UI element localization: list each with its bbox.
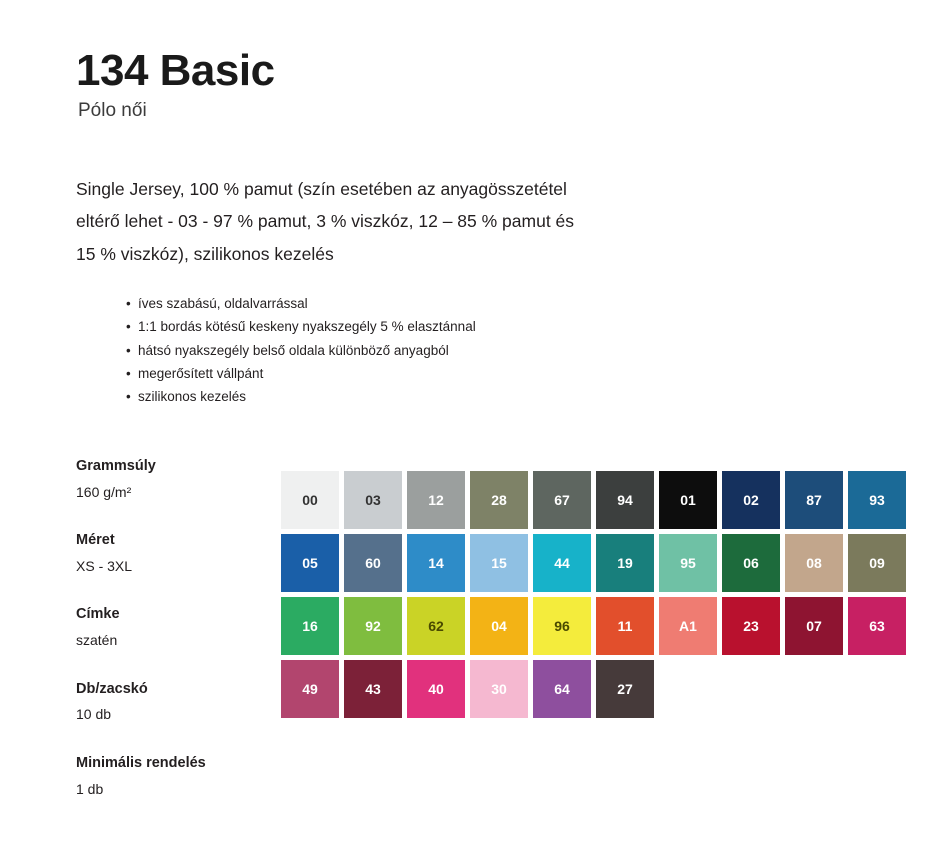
description-line-3: 15 % viszkóz), szilikonos kezelés	[76, 243, 334, 264]
color-swatch-60[interactable]: 60	[344, 534, 402, 592]
spec-label: Méret	[76, 532, 115, 549]
color-swatch-92[interactable]: 92	[344, 597, 402, 655]
list-item: • megerősített vállpánt	[126, 362, 905, 385]
color-swatch-28[interactable]: 28	[470, 471, 528, 529]
product-description	[76, 173, 656, 270]
color-swatch-09[interactable]: 09	[848, 534, 906, 592]
color-swatch-19[interactable]: 19	[596, 534, 654, 592]
list-item: • 1:1 bordás kötésű keskeny nyakszegély 5 % elasztánnal	[126, 315, 905, 338]
description-line-1: Single Jersey, 100 % pamut (szín esetében az anyagösszetétel	[76, 178, 567, 199]
color-swatch-00[interactable]: 00	[281, 471, 339, 529]
specs-and-colors	[76, 456, 905, 816]
color-swatch-08[interactable]: 08	[785, 534, 843, 592]
color-swatch-23[interactable]: 23	[722, 597, 780, 655]
color-swatch-15[interactable]: 15	[470, 534, 528, 592]
spec-value: 160 g/m²	[76, 483, 132, 500]
spec-min-order	[76, 753, 276, 800]
color-swatch-64[interactable]: 64	[533, 660, 591, 718]
color-swatch-11[interactable]: 11	[596, 597, 654, 655]
spec-pack	[76, 679, 276, 726]
color-swatch-44[interactable]: 44	[533, 534, 591, 592]
color-swatch-row	[281, 471, 906, 529]
spec-value: 10 db	[76, 706, 112, 723]
color-swatch-02[interactable]: 02	[722, 471, 780, 529]
color-swatch-67[interactable]: 67	[533, 471, 591, 529]
page-title: 134 Basic	[76, 46, 275, 95]
color-swatch-49[interactable]: 49	[281, 660, 339, 718]
spec-value: XS - 3XL	[76, 558, 133, 575]
spec-value: 1 db	[76, 780, 104, 797]
color-swatch-94[interactable]: 94	[596, 471, 654, 529]
color-swatch-62[interactable]: 62	[407, 597, 465, 655]
color-swatch-07[interactable]: 07	[785, 597, 843, 655]
list-item: • szilikonos kezelés	[126, 385, 905, 408]
spec-label: Címke	[76, 606, 120, 623]
color-swatch-95[interactable]: 95	[659, 534, 717, 592]
color-swatch-12[interactable]: 12	[407, 471, 465, 529]
color-swatch-30[interactable]: 30	[470, 660, 528, 718]
description-line-2: eltérő lehet - 03 - 97 % pamut, 3 % viszkóz, 12 – 85 % pamut és	[76, 211, 575, 232]
spec-value: szatén	[76, 632, 118, 649]
color-swatch-93[interactable]: 93	[848, 471, 906, 529]
color-swatch-87[interactable]: 87	[785, 471, 843, 529]
color-swatch-63[interactable]: 63	[848, 597, 906, 655]
spec-size	[76, 530, 276, 577]
color-swatch-A1[interactable]: A1	[659, 597, 717, 655]
color-swatch-row	[281, 597, 906, 655]
spec-label-type	[76, 604, 276, 651]
spec-label: Db/zacskó	[76, 680, 148, 697]
spec-label: Grammsúly	[76, 458, 156, 475]
color-swatch-04[interactable]: 04	[470, 597, 528, 655]
color-swatch-16[interactable]: 16	[281, 597, 339, 655]
color-swatch-27[interactable]: 27	[596, 660, 654, 718]
color-swatch-03[interactable]: 03	[344, 471, 402, 529]
list-item: • íves szabású, oldalvarrással	[126, 292, 905, 315]
feature-list	[126, 292, 905, 408]
color-swatch-40[interactable]: 40	[407, 660, 465, 718]
color-swatch-43[interactable]: 43	[344, 660, 402, 718]
product-subtitle: Pólo női	[78, 100, 147, 122]
list-item: • hátsó nyakszegély belső oldala különböző anyagból	[126, 339, 905, 362]
color-swatch-06[interactable]: 06	[722, 534, 780, 592]
color-swatch-05[interactable]: 05	[281, 534, 339, 592]
color-swatch-01[interactable]: 01	[659, 471, 717, 529]
color-swatch-row	[281, 534, 906, 592]
color-swatch-row	[281, 660, 906, 718]
spec-list	[76, 456, 276, 827]
color-swatch-14[interactable]: 14	[407, 534, 465, 592]
color-swatch-96[interactable]: 96	[533, 597, 591, 655]
color-swatch-grid	[281, 471, 906, 723]
spec-label: Minimális rendelés	[76, 754, 206, 771]
spec-weight	[76, 456, 276, 503]
